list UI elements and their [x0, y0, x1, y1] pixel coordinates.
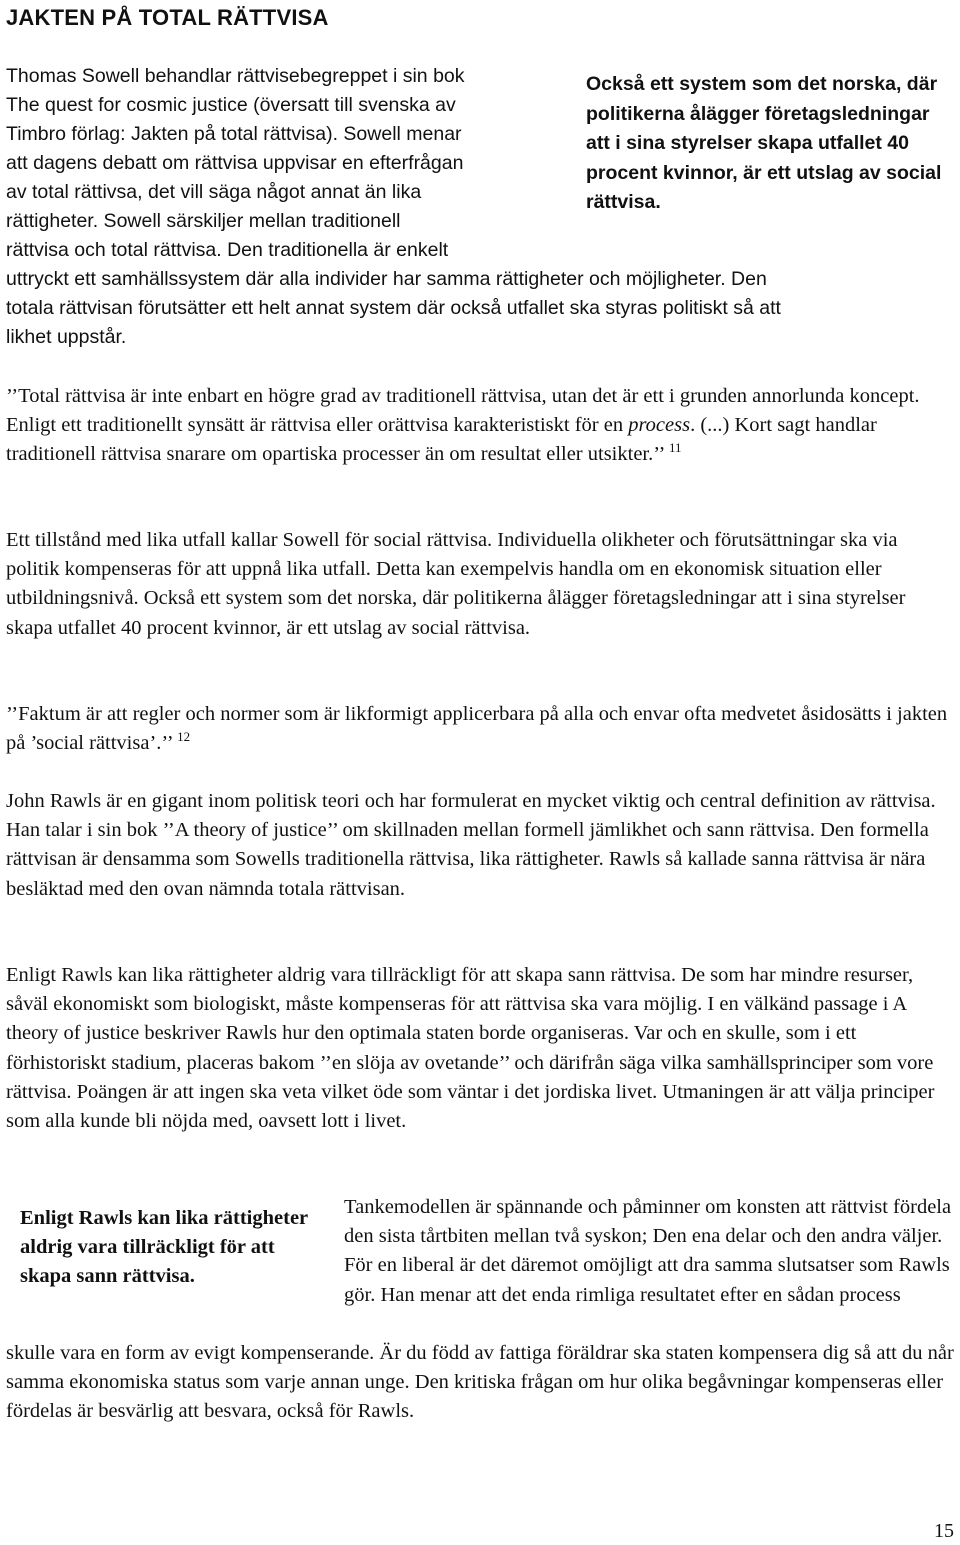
pull-quote-left: Enligt Rawls kan lika rättigheter aldrig vara tillräckligt för att skapa sann rättvisa. [20, 1207, 308, 1288]
intro-line: Thomas Sowell behandlar rättvisebegreppet i sin bok [6, 65, 465, 87]
intro-line: uttryckt ett samhällssystem där alla individer har samma rättigheter och möjligheter. Den [6, 268, 767, 290]
intro-line: likhet uppstår. [6, 326, 127, 348]
page-title: JAKTEN PÅ TOTAL RÄTTVISA [6, 5, 329, 30]
intro-line: rättvisa och total rättvisa. Den traditionella är enkelt [6, 239, 449, 261]
intro-line: rättigheter. Sowell särskiljer mellan traditionell [6, 210, 401, 232]
thought-model-paragraph: Tankemodellen är spännande och påminner om konsten att rättvist fördela den sista tårtbiten mellan två syskon; Den ena delar och den andra väljer. För en liberal är det däremot omöjligt att dra samma slutsatser som Rawls gör. Han menar att det enda rimliga resultatet efter en sådan process [344, 1196, 952, 1306]
intro-line: att dagens debatt om rättvisa uppvisar en efterfrågan [6, 152, 464, 174]
social-justice-paragraph: Ett tillstånd med lika utfall kallar Sowell för social rättvisa. Individuella olikheter och förutsättningar ska via politik kompenseras för att uppnå lika utfall. Detta kan exempelvis handla om en ekonomisk situation eller utbildningsnivå. Också ett system som det norska, där politikerna ålägger företagsledningar att i sina styrelser skapa utfallet 40 procent kvinnor, är ett utslag av social rättvisa. [6, 529, 906, 639]
quote-text: ’’Total rättvisa är inte enbart en högre grad av traditionell rättvisa, utan det är ett i grunden annorlunda koncept. Enligt ett traditionellt synsätt är rättvisa eller orättvisa karakteristiskt för en [6, 385, 920, 437]
intro-line: The quest for cosmic justice (översatt till svenska av [6, 94, 456, 116]
footnote-marker: 11 [668, 440, 682, 456]
pull-quote-right: Också ett system som det norska, där politikerna ålägger företagsledningar att i sina styrelser skapa utfallet 40 procent kvinnor, är ett utslag av social rättvisa. [586, 73, 942, 213]
facts-quote [6, 700, 956, 758]
rawls-rights-paragraph: Enligt Rawls kan lika rättigheter aldrig vara tillräckligt för att skapa sann rättvisa. De som har mindre resurser, såväl ekonomiskt som biologiskt, måste kompenseras för att rättvisa ska vara möjlig. I en välkänd passage i A theory of justice beskriver Rawls hur den optimala staten borde organiseras. Var och en skulle, som i ett förhistoriskt stadium, placeras bakom ’’en slöja av ovetande’’ och därifrån säga vilka samhällsprinciper som vore rättvisa. Poängen är att ingen ska veta vilket öde som väntar i det jordiska livet. Utmaningen är att välja principer som alla kunde bli nöjda med, oavsett lott i livet. [6, 964, 935, 1133]
intro-line: av total rättivsa, det vill säga något annat än lika [6, 181, 422, 203]
sowell-quote [6, 382, 956, 470]
intro-line: totala rättvisan förutsätter ett helt annat system där också utfallet ska styras politiskt så att [6, 297, 781, 319]
intro-line: Timbro förlag: Jakten på total rättvisa). Sowell menar [6, 123, 462, 145]
quote-text: ’’Faktum är att regler och normer som är likformigt applicerbara på alla och envar ofta medvetet åsidosätts i jakten på ’social rättvisa’.’’ [6, 703, 948, 755]
page-number: 15 [934, 1520, 954, 1542]
quote-italic-word: process [628, 414, 691, 437]
rawls-intro-paragraph: John Rawls är en gigant inom politisk teori och har formulerat en mycket viktig och central definition av rättvisa. Han talar i sin bok ’’A theory of justice’’ om skillnaden mellan formell jämlikhet och sann rättvisa. Den formella rättvisan är densamma som Sowells traditionella rättvisa, lika rättigheter. Rawls så kallade sanna rättvisa är nära besläktad med den ovan nämnda totala rättvisan. [6, 790, 936, 900]
thought-model-paragraph-continued: skulle vara en form av evigt kompenserande. Är du född av fattiga föräldrar ska staten kompensera dig så att du når samma ekonomiska status som varje annan unge. Den kritiska frågan om hur olika begåvningar kompenseras eller fördelas är besvärlig att besvara, också för Rawls. [6, 1342, 954, 1423]
quote-text: . (...) Kort sagt handlar traditionell rättvisa snarare om opartiska processer än om resultat eller utsikter.’’ [6, 414, 877, 466]
footnote-marker: 12 [177, 729, 191, 745]
